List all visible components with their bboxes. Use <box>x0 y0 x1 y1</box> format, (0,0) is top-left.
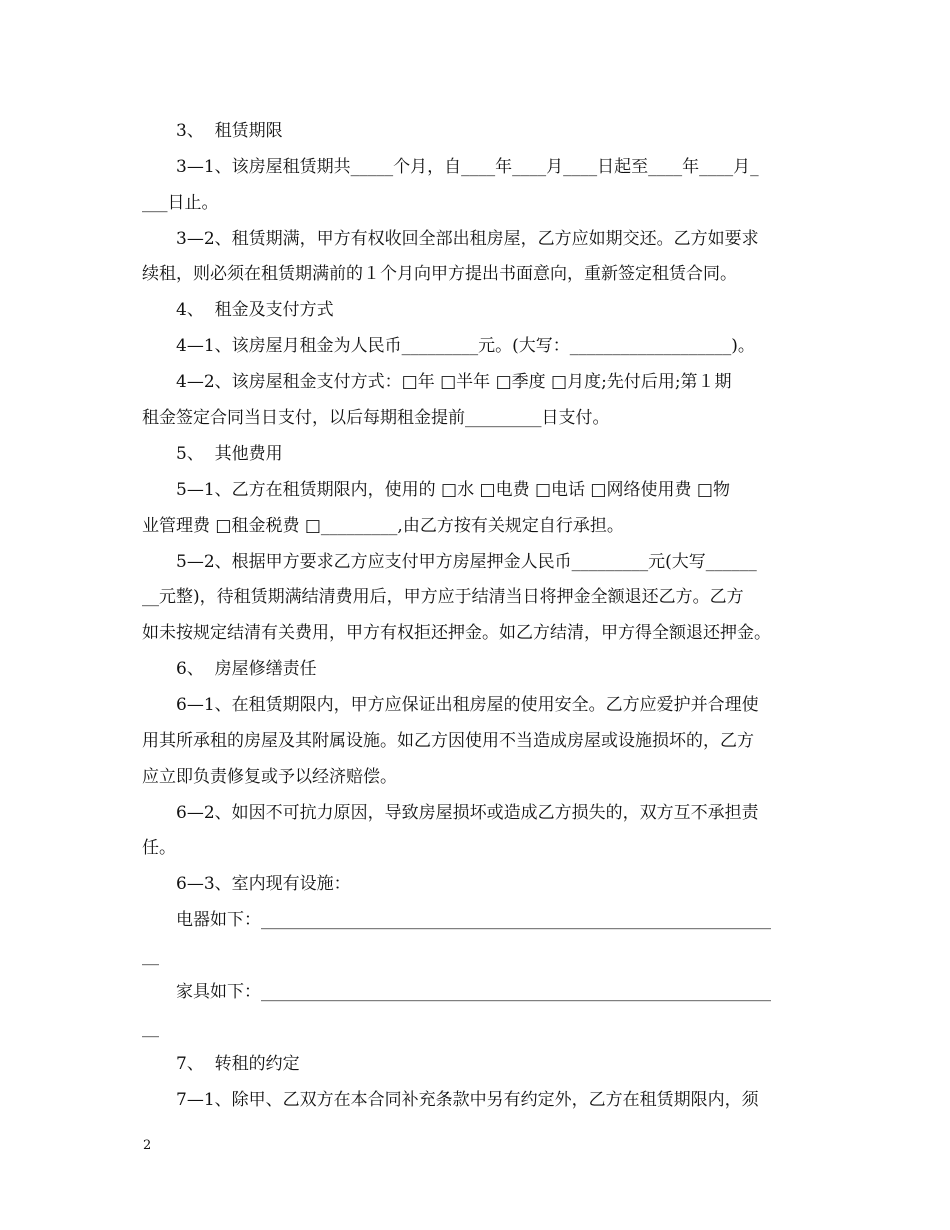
clause-6-3-line-1: 6—3、室内现有设施： <box>176 874 351 894</box>
section-heading-rent-payment: 4、 租金及支付方式 <box>176 300 334 320</box>
clause-4-2-line-2: 租金签定合同当日支付，以后每期租金提前_________日支付。 <box>142 408 610 428</box>
clause-6-1-line-3: 应立即负责修复或予以经济赔偿。 <box>142 767 397 787</box>
clause-3-2-line-2: 续租，则必须在租赁期满前的１个月向甲方提出书面意向，重新签定租赁合同。 <box>142 264 737 284</box>
section-heading-other-fees: 5、 其他费用 <box>176 444 283 464</box>
furniture-line-cont: __ <box>142 1018 159 1038</box>
clause-3-1-line-2: ___日止。 <box>142 193 219 213</box>
clause-5-1-line-1: 5—1、乙方在租赁期限内，使用的 □水 □电费 □电话 □网络使用费 □物 <box>176 480 730 500</box>
clause-5-2-line-2: __元整)，待租赁期满结清费用后，甲方应于结清当日将押金全额退还乙方。乙方 <box>142 587 744 607</box>
clause-3-2-line-1: 3—2、租赁期满，甲方有权收回全部出租房屋，乙方应如期交还。乙方如要求 <box>176 229 759 249</box>
section-heading-sublease: 7、 转租的约定 <box>176 1054 300 1074</box>
clause-5-2-line-1: 5—2、根据甲方要求乙方应支付甲方房屋押金人民币_________元(大写______ <box>176 552 757 572</box>
clause-5-2-line-3: 如未按规定结清有关费用，甲方有权拒还押金。如乙方结清，甲方得全额退还押金。 <box>142 623 771 643</box>
appliances-line-cont: __ <box>142 946 159 966</box>
appliances-line: 电器如下：____________________________________________________________ <box>176 910 771 930</box>
page-number: 2 <box>143 1138 152 1153</box>
clause-6-2-line-1: 6—2、如因不可抗力原因，导致房屋损坏或造成乙方损失的，双方互不承担责 <box>176 803 759 823</box>
clause-6-1-line-1: 6—1、在租赁期限内，甲方应保证出租房屋的使用安全。乙方应爱护并合理使 <box>176 695 759 715</box>
section-heading-lease-term: 3、 租赁期限 <box>176 121 283 141</box>
clause-5-1-line-2: 业管理费 □租金税费 □_________,由乙方按有关规定自行承担。 <box>142 516 624 536</box>
section-heading-repair-responsibility: 6、 房屋修缮责任 <box>176 659 317 679</box>
clause-6-1-line-2: 用其所承租的房屋及其附属设施。如乙方因使用不当造成房屋或设施损坏的，乙方 <box>142 731 754 751</box>
clause-7-1-line-1: 7—1、除甲、乙双方在本合同补充条款中另有约定外，乙方在租赁期限内，须 <box>176 1090 759 1110</box>
clause-4-1-line-1: 4—1、该房屋月租金为人民币_________元。(大写：___________________)。 <box>176 336 755 356</box>
clause-3-1-line-1: 3—1、该房屋租赁期共_____个月，自____年____月____日起至____年____月_ <box>176 157 759 177</box>
furniture-line: 家具如下：____________________________________________________________ <box>176 982 771 1002</box>
clause-6-2-line-2: 任。 <box>142 838 176 858</box>
clause-4-2-line-1: 4—2、该房屋租金支付方式：□年 □半年 □季度 □月度;先付后用;第１期 <box>176 372 732 392</box>
